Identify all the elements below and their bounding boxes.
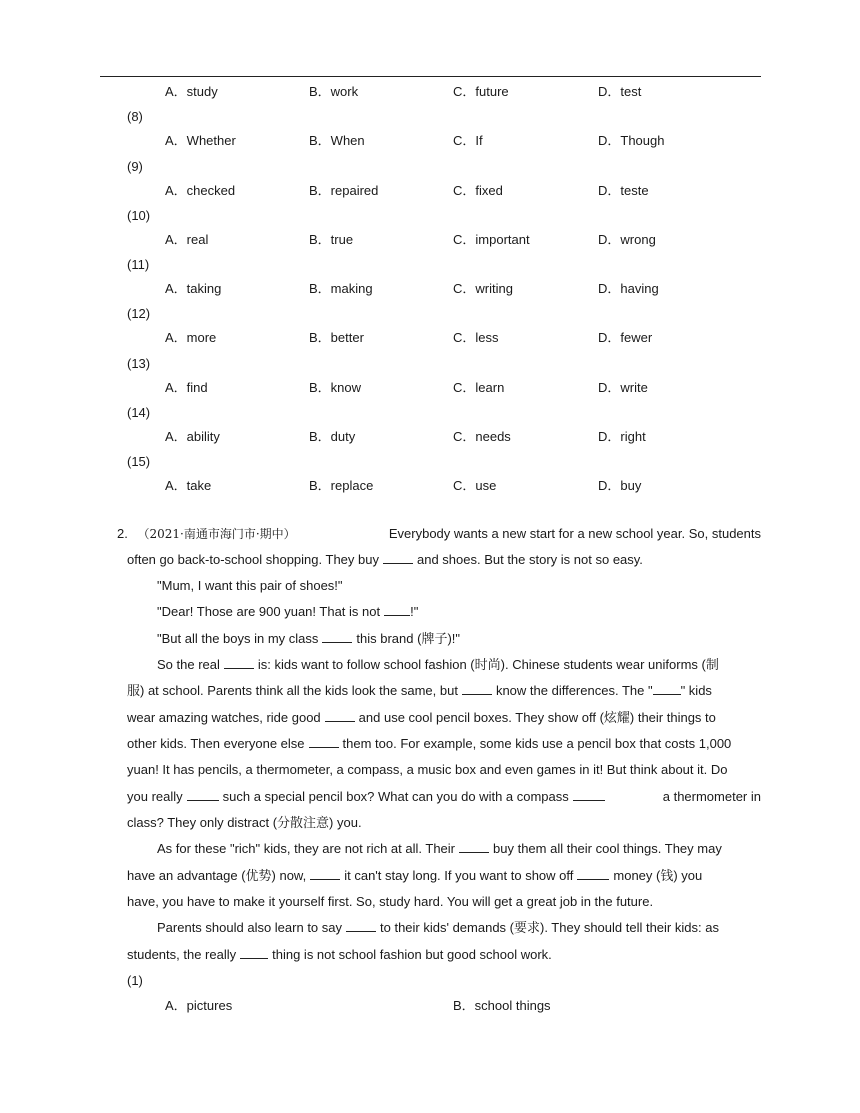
option-d: D．fewer bbox=[598, 330, 653, 346]
source-tag: （2021·南通市海门市·期中） bbox=[137, 527, 296, 541]
answer-blank bbox=[325, 708, 355, 722]
question-number: (10) bbox=[127, 207, 151, 223]
question-number: (9) bbox=[127, 158, 143, 174]
answer-blank bbox=[384, 602, 410, 616]
passage-text: to their kids' demands (要求). They should tell their kids: as bbox=[380, 920, 719, 935]
option-a: A．pictures bbox=[165, 998, 233, 1013]
answer-blank bbox=[577, 866, 609, 880]
question-number: (14) bbox=[127, 405, 151, 421]
option-a: A．study bbox=[165, 84, 218, 99]
passage-line bbox=[127, 787, 761, 807]
passage-text: have, you have to make it yourself first. So, study hard. You will get a great job in the future. bbox=[127, 894, 654, 909]
answer-blank bbox=[240, 945, 268, 959]
passage-text: such a special pencil box? What can you do with a compass bbox=[222, 789, 569, 804]
passage-text: and use cool pencil boxes. They show off (炫耀) their things to bbox=[358, 710, 716, 725]
option-a: A．take bbox=[165, 478, 212, 494]
option-d: D．having bbox=[598, 281, 659, 297]
passage-text: often go back-to-school shopping. They buy bbox=[127, 552, 379, 567]
passage-line bbox=[127, 681, 712, 701]
answer-blank bbox=[309, 734, 339, 748]
passage-text: " kids bbox=[680, 683, 712, 698]
option-row bbox=[165, 329, 761, 347]
passage-text: this brand (牌子)!" bbox=[356, 631, 460, 646]
question-item bbox=[127, 355, 761, 428]
option-row bbox=[165, 477, 761, 495]
passage-text: know the differences. The " bbox=[495, 683, 653, 698]
passage-line bbox=[157, 918, 719, 938]
answer-blank bbox=[653, 681, 681, 695]
passage-text: wear amazing watches, ride good bbox=[127, 710, 321, 725]
question-number: (15) bbox=[127, 454, 151, 470]
passage-line bbox=[127, 734, 731, 754]
option-row bbox=[165, 428, 761, 446]
top-divider bbox=[100, 76, 761, 77]
passage-text: you really bbox=[127, 789, 183, 804]
passage-text: students, the really bbox=[127, 947, 237, 962]
passage-text: So the real bbox=[157, 657, 220, 672]
passage-line bbox=[127, 550, 643, 570]
passage-text: !" bbox=[410, 604, 419, 619]
option-c: C．future bbox=[453, 84, 509, 99]
option-c: C．use bbox=[453, 478, 497, 494]
answer-blank bbox=[462, 681, 492, 695]
answer-blank bbox=[573, 787, 605, 801]
passage-text: "Mum, I want this pair of shoes!" bbox=[157, 578, 343, 593]
question-options-list bbox=[127, 83, 761, 527]
option-b: B．know bbox=[309, 379, 362, 395]
passage-line bbox=[127, 760, 727, 780]
passage-text: Parents should also learn to say bbox=[157, 920, 342, 935]
passage-line bbox=[157, 629, 460, 649]
answer-blank bbox=[322, 629, 352, 643]
option-c: C．important bbox=[453, 231, 530, 247]
option-row bbox=[165, 231, 761, 249]
passage-line bbox=[117, 524, 761, 544]
passage-line bbox=[127, 866, 702, 886]
option-d: D．buy bbox=[598, 478, 642, 494]
question-item bbox=[127, 405, 761, 477]
option-d: D．wrong bbox=[598, 231, 656, 247]
passage-line bbox=[127, 813, 362, 833]
option-c: C．less bbox=[453, 330, 499, 346]
passage-line bbox=[127, 708, 716, 728]
passage-text: thing is not school fashion but good school work. bbox=[272, 947, 552, 962]
passage-text: yuan! It has pencils, a thermometer, a compass, a music box and even games in it! But think about it. Do bbox=[127, 762, 728, 777]
passage-text: "Dear! Those are 900 yuan! That is not bbox=[157, 604, 381, 619]
passage-text: 服) at school. Parents think all the kids look the same, but bbox=[127, 683, 458, 698]
option-c: C．learn bbox=[453, 379, 505, 395]
question-item bbox=[127, 83, 761, 132]
option-b: B．work bbox=[309, 84, 359, 99]
passage-line bbox=[157, 655, 719, 675]
passage-text: As for these "rich" kids, they are not rich at all. Their bbox=[157, 841, 456, 856]
passage-line bbox=[157, 839, 722, 859]
answer-blank bbox=[187, 787, 219, 801]
passage-text: Everybody wants a new start for a new school year. So, students bbox=[388, 526, 761, 541]
answer-blank bbox=[224, 655, 254, 669]
question-number: (13) bbox=[127, 355, 151, 371]
option-a: A．find bbox=[165, 379, 208, 395]
option-row bbox=[165, 83, 761, 101]
passage-text: and shoes. But the story is not so easy. bbox=[416, 552, 643, 567]
option-c: C．needs bbox=[453, 429, 511, 445]
option-b: B．better bbox=[309, 330, 364, 346]
passage-line bbox=[157, 602, 418, 622]
option-a: A．Whether bbox=[165, 133, 236, 149]
question-item bbox=[127, 454, 761, 526]
passage-text: other kids. Then everyone else bbox=[127, 736, 305, 751]
option-a: A．checked bbox=[165, 182, 236, 198]
option-row bbox=[165, 379, 761, 397]
option-b: B．replace bbox=[309, 478, 374, 494]
option-a: A．real bbox=[165, 231, 209, 247]
option-a: A．more bbox=[165, 330, 217, 346]
question-2-number: 2. bbox=[117, 526, 128, 541]
option-a: A．ability bbox=[165, 429, 220, 445]
passage-text: "But all the boys in my class bbox=[157, 631, 319, 646]
option-row bbox=[165, 280, 761, 298]
option-d: D．write bbox=[598, 379, 648, 395]
option-d: D．teste bbox=[598, 182, 649, 198]
question-item bbox=[127, 158, 761, 231]
option-b: B．school things bbox=[453, 998, 551, 1013]
question-number: (1) bbox=[127, 973, 143, 988]
passage-line bbox=[127, 945, 552, 965]
answer-blank bbox=[459, 839, 489, 853]
option-b: B．When bbox=[309, 133, 365, 149]
passage-text: a thermometer in bbox=[662, 789, 761, 804]
passage-line bbox=[127, 892, 653, 912]
option-b: B．duty bbox=[309, 429, 356, 445]
passage-text: class? They only distract (分散注意) you. bbox=[127, 815, 362, 830]
option-b: B．true bbox=[309, 231, 354, 247]
question-item bbox=[127, 257, 761, 329]
answer-blank bbox=[346, 918, 376, 932]
passage-text: it can't stay long. If you want to show off bbox=[344, 868, 574, 883]
option-c: C．fixed bbox=[453, 182, 503, 198]
answer-blank bbox=[310, 866, 340, 880]
option-c: C．If bbox=[453, 133, 483, 149]
option-b: B．repaired bbox=[309, 182, 379, 198]
question-number: (11) bbox=[127, 257, 150, 273]
passage-text: have an advantage (优势) now, bbox=[127, 868, 307, 883]
passage-text: them too. For example, some kids use a pencil box that costs 1,000 bbox=[342, 736, 732, 751]
option-row bbox=[165, 182, 761, 200]
option-row bbox=[165, 132, 761, 150]
passage-text: money (钱) you bbox=[613, 868, 703, 883]
passage-line bbox=[157, 576, 343, 596]
option-a: A．taking bbox=[165, 281, 222, 297]
option-d: D．test bbox=[598, 84, 642, 99]
question-item bbox=[127, 109, 761, 181]
passage-text: buy them all their cool things. They may bbox=[493, 841, 722, 856]
passage-text: is: kids want to follow school fashion (时尚). Chinese students wear uniforms (制 bbox=[257, 657, 719, 672]
question-item bbox=[127, 306, 761, 378]
question-item bbox=[127, 207, 761, 280]
question-number: (8) bbox=[127, 109, 143, 125]
answer-blank bbox=[383, 550, 413, 564]
option-c: C．writing bbox=[453, 281, 513, 297]
question-number: (12) bbox=[127, 306, 151, 322]
option-d: D．right bbox=[598, 429, 646, 445]
option-d: D．Though bbox=[598, 133, 665, 149]
option-b: B．making bbox=[309, 281, 373, 297]
